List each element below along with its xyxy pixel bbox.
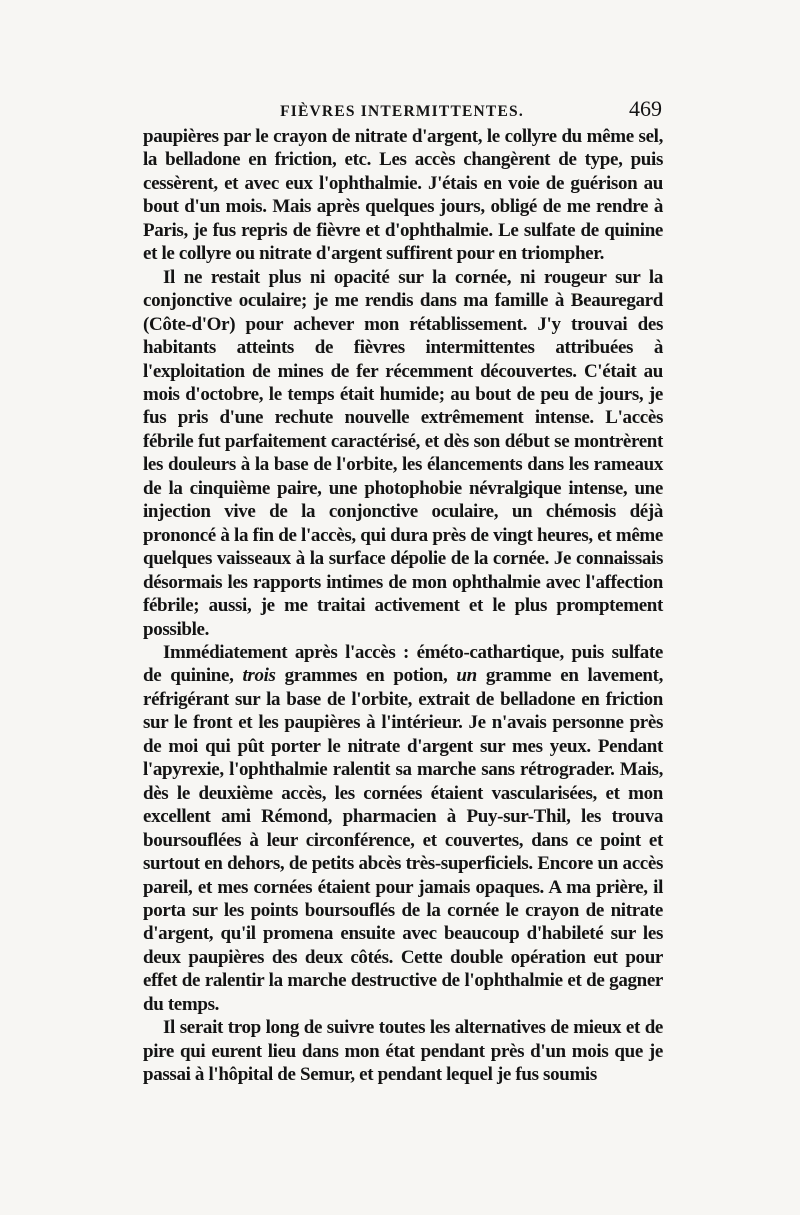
page-number: 469	[629, 96, 662, 121]
paragraph-2: Il ne restait plus ni opacité sur la cornée, ni rougeur sur la conjonctive oculaire; je me rendis dans ma famille à Beauregard (Côte-d'Or) pour achever mon rétablissement. J'y trouvai des habitants atteints de fièvres intermittentes attribuées à l'exploitation de mines de fer récemment découvertes. C'était au mois d'octobre, le temps était humide; au bout de peu de jours, je fus pris d'une rechute nouvelle extrêmement intense. L'accès fébrile fut parfaitement caractérisé, et dès son début se montrèrent les douleurs à la base de l'orbite, les élancements dans les rameaux de la cinquième paire, une photophobie névralgique intense, une injection vive de la conjonctive oculaire, un chémosis déjà prononcé à la fin de l'accès, qui dura près de vingt heures, et même quelques vaisseaux à la surface dépolie de la cornée. Je connaissais désormais les rapports intimes de mon ophthalmie avec l'affection fébrile; aussi, je me traitai activement et le plus promptement possible.	[143, 266, 663, 640]
paragraph-4: Il serait trop long de suivre toutes les alternatives de mieux et de pire qui eurent lieu dans mon état pendant près d'un mois que je passai à l'hôpital de Semur, et pendant lequel je fus soumis	[143, 1017, 663, 1086]
paragraph-3	[143, 641, 663, 1016]
paragraph-3-part-2: grammes en potion,	[275, 665, 457, 687]
italic-trois: trois	[242, 665, 276, 687]
paragraph-1: paupières par le crayon de nitrate d'argent, le collyre du même sel, la belladone en friction, etc. Les accès changèrent de type, puis cessèrent, et avec eux l'ophthalmie. J'étais en voie de guérison au bout d'un mois. Mais après quelques jours, obligé de me rendre à Paris, je fus repris de fièvre et d'ophthalmie. Le sulfate de quinine et le collyre ou nitrate d'argent suffirent pour en triompher.	[143, 126, 663, 265]
italic-un: un	[456, 665, 477, 687]
paragraph-3-part-1: Immédiatement après l'accès : éméto-cathartique, puis sulfate de quinine,	[143, 641, 663, 687]
running-head	[142, 96, 662, 126]
running-title: FIÈVRES INTERMITTENTES.	[280, 103, 524, 120]
body-text	[143, 125, 663, 1087]
paragraph-3-part-3: gramme en lavement, réfrigérant sur la base de l'orbite, extrait de belladone en friction sur le front et les paupières à l'intérieur. Je n'avais personne près de moi qui pût porter le nitrate d'argent sur mes yeux. Pendant l'apyrexie, l'ophthalmie ralentit sa marche sans rétrograder. Mais, dès le deuxième accès, les cornées étaient vascularisées, et mon excellent ami Rémond, pharmacien à Puy-sur-Thil, les trouva boursouflées à leur circonférence, et couvertes, dans ce point et surtout en dehors, de petits abcès très-superficiels. Encore un accès pareil, et mes cornées étaient pour jamais opaques. A ma prière, il porta sur les points boursouflés de la cornée le crayon de nitrate d'argent, qu'il promena ensuite avec beaucoup d'habileté sur les deux paupières des deux côtés. Cette double opération eut pour effet de ralentir la marche destructive de l'ophthalmie et de gagner du temps.	[143, 665, 663, 1015]
